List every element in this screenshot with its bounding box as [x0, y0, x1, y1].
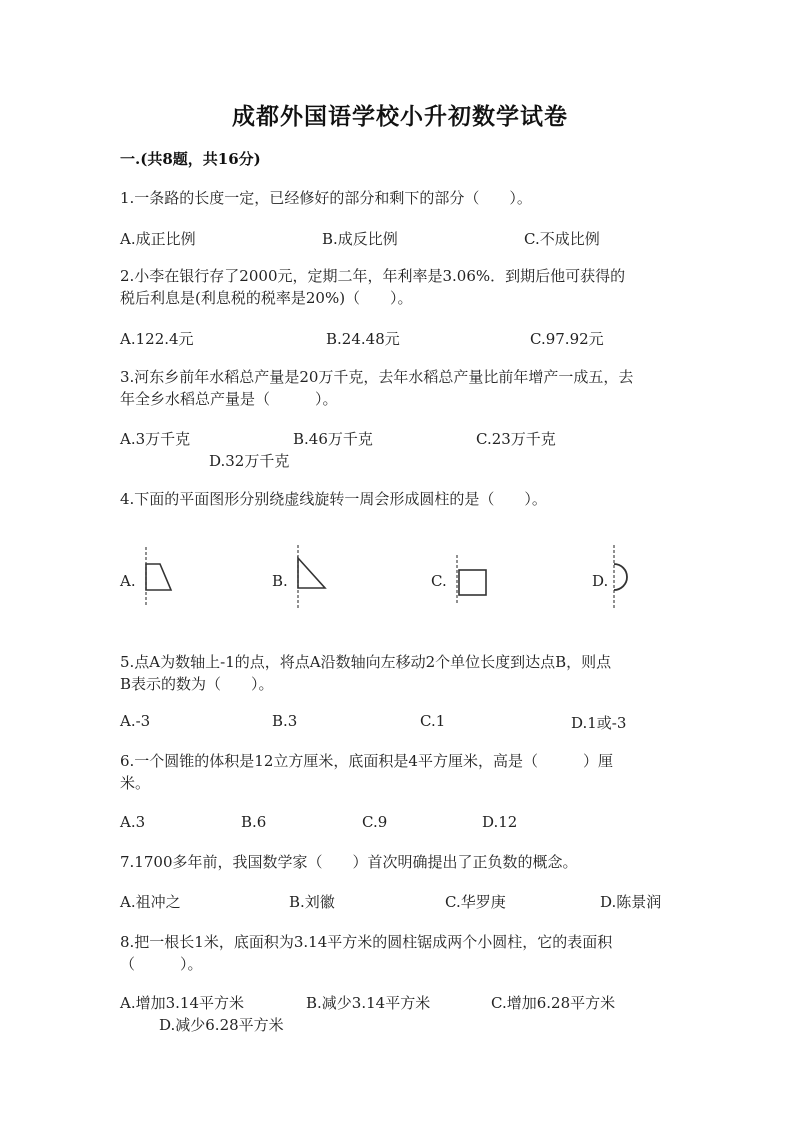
question-6-line-2: 米。 — [120, 774, 151, 792]
question-8-line-1: 8.把一根长1米，底面积为3.14平方米的圆柱锯成两个小圆柱，它的表面积 — [120, 933, 613, 951]
q7-option-c: C.华罗庚 — [445, 893, 506, 911]
q4-figure-c-square — [451, 553, 493, 605]
q1-option-b: B.成反比例 — [322, 230, 398, 248]
question-1-line-1: 1.一条路的长度一定，已经修好的部分和剩下的部分（ ）。 — [120, 189, 532, 207]
q8-option-d: D.减少6.28平方米 — [159, 1016, 284, 1034]
question-2-line-1: 2.小李在银行存了2000元，定期二年，年利率是3.06%．到期后他可获得的 — [120, 267, 626, 285]
q4-option-d-label: D. — [592, 572, 609, 590]
question-5-line-2: B表示的数为（ ）。 — [120, 675, 274, 693]
question-4-line-1: 4.下面的平面图形分别绕虚线旋转一周会形成圆柱的是（ ）。 — [120, 490, 547, 508]
q4-figure-d-semicircle — [608, 543, 642, 611]
q6-option-b: B.6 — [241, 813, 267, 831]
exam-title: 成都外国语学校小升初数学试卷 — [232, 104, 568, 130]
q6-option-d: D.12 — [482, 813, 518, 831]
q7-option-b: B.刘徽 — [289, 893, 335, 911]
q1-option-a: A.成正比例 — [120, 230, 196, 248]
q6-option-a: A.3 — [120, 813, 146, 831]
q5-option-b: B.3 — [272, 712, 298, 730]
q1-option-c: C.不成比例 — [524, 230, 600, 248]
q2-option-b: B.24.48元 — [326, 330, 400, 348]
question-3-line-1: 3.河东乡前年水稻总产量是20万千克，去年水稻总产量比前年增产一成五，去 — [120, 368, 634, 386]
question-8-line-2: （ ）。 — [120, 955, 203, 973]
q4-figure-a-trapezoid — [140, 545, 180, 607]
question-3-line-2: 年全乡水稻总产量是（ ）。 — [120, 390, 338, 408]
section-heading: 一.(共8题，共16分) — [120, 150, 261, 168]
q7-option-a: A.祖冲之 — [120, 893, 181, 911]
q4-option-a-label: A. — [120, 572, 136, 590]
q8-option-b: B.减少3.14平方米 — [306, 994, 431, 1012]
question-6-line-1: 6.一个圆锥的体积是12立方厘米，底面积是4平方厘米，高是（ ）厘 — [120, 752, 613, 770]
q5-option-a: A.-3 — [120, 712, 151, 730]
q4-option-c-label: C. — [431, 572, 447, 590]
q2-option-a: A.122.4元 — [120, 330, 194, 348]
q4-figure-b-triangle — [292, 543, 332, 611]
q3-option-c: C.23万千克 — [476, 430, 556, 448]
q5-option-d: D.1或-3 — [571, 714, 627, 732]
q6-option-c: C.9 — [362, 813, 388, 831]
question-7-line-1: 7.1700多年前，我国数学家（ ）首次明确提出了正负数的概念。 — [120, 853, 578, 871]
question-5-line-1: 5.点A为数轴上-1的点，将点A沿数轴向左移动2个单位长度到达点B，则点 — [120, 653, 612, 671]
q2-option-c: C.97.92元 — [530, 330, 604, 348]
q3-option-a: A.3万千克 — [120, 430, 191, 448]
q7-option-d: D.陈景润 — [600, 893, 662, 911]
q8-option-c: C.增加6.28平方米 — [491, 994, 616, 1012]
q8-option-a: A.增加3.14平方米 — [120, 994, 244, 1012]
question-2-line-2: 税后利息是(利息税的税率是20%)（ ）。 — [120, 289, 413, 307]
q3-option-d: D.32万千克 — [209, 452, 290, 470]
q4-option-b-label: B. — [272, 572, 288, 590]
q3-option-b: B.46万千克 — [293, 430, 373, 448]
q5-option-c: C.1 — [420, 712, 446, 730]
